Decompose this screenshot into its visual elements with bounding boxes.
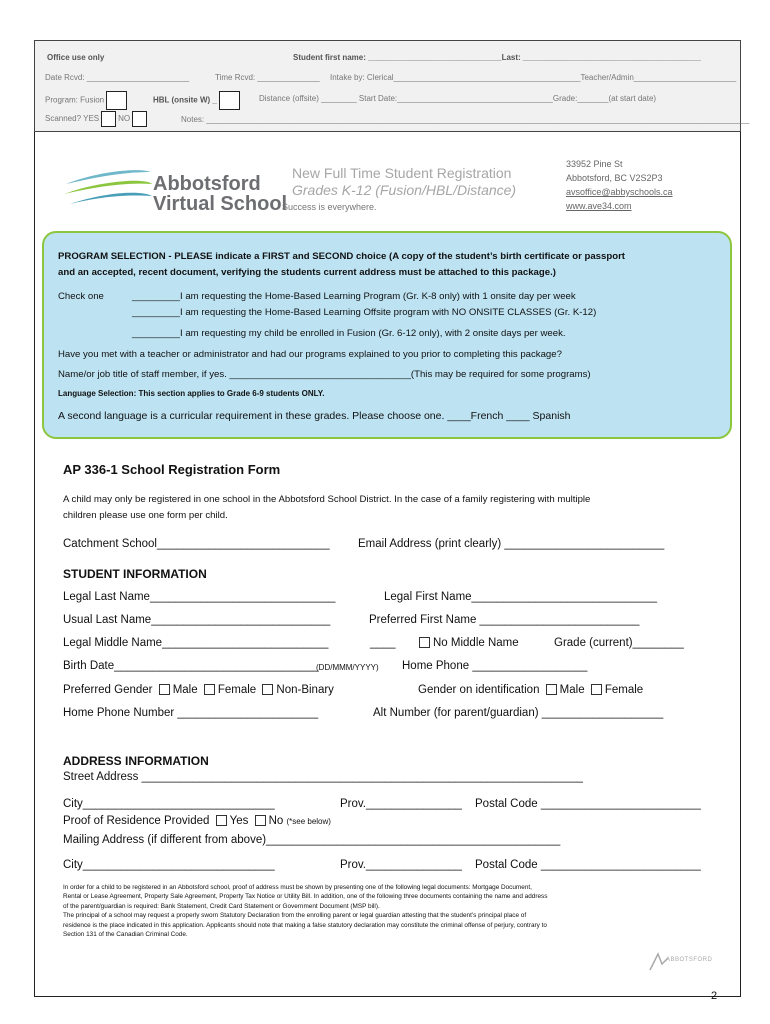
date-rcvd-field[interactable]: Date Rcvd: _______________________ [45, 73, 190, 82]
check-one-label: Check one [58, 291, 104, 302]
id-gender-group: Gender on identification Male Female [418, 684, 644, 696]
legal-first-name-field[interactable]: Legal First Name_____________________________ [384, 591, 658, 603]
scanned-no-checkbox[interactable] [132, 111, 147, 127]
office-heading: Office use only [47, 53, 105, 62]
home-phone-field[interactable]: Home Phone __________________ [402, 660, 588, 672]
notes-field[interactable]: Notes: __________________________________________________________________________________________________________________________ [181, 115, 750, 124]
home-phone-number-field[interactable]: Home Phone Number ______________________ [63, 707, 319, 719]
mailing-address-field[interactable]: Mailing Address (if different from above)______________________________________________ [63, 834, 561, 846]
prov-field[interactable]: Prov._______________ [340, 798, 462, 810]
catchment-field[interactable]: Catchment School___________________________ [63, 538, 330, 550]
city-field[interactable]: City______________________________ [63, 798, 275, 810]
id-gender-male-checkbox[interactable] [546, 684, 557, 695]
pref-gender-male-checkbox[interactable] [159, 684, 170, 695]
no-middle-name-checkbox[interactable] [419, 637, 430, 648]
preferred-first-name-field[interactable]: Preferred First Name _________________________ [369, 614, 640, 626]
preferred-gender-group: Preferred Gender Male Female Non-Binary [63, 684, 334, 696]
proof-of-residence-group: Proof of Residence Provided Yes No (*see below) [63, 815, 331, 827]
scanned-field[interactable]: Scanned? YES NO [45, 111, 149, 127]
student-first-name-field[interactable]: Student first name: ______________________________Last: ________________________________________ [293, 53, 701, 62]
program-hbl-field[interactable]: HBL (onsite W) _ [153, 91, 242, 110]
postal-code-field[interactable]: Postal Code _________________________ [475, 798, 701, 810]
id-gender-female-checkbox[interactable] [591, 684, 602, 695]
school-logo-text: Abbotsford Virtual School [153, 173, 288, 215]
legal-last-name-field[interactable]: Legal Last Name_____________________________ [63, 591, 336, 603]
fusion-checkbox[interactable] [106, 91, 127, 110]
street-address-field[interactable]: Street Address _____________________________________________________________________ [63, 771, 583, 783]
pref-gender-female-checkbox[interactable] [204, 684, 215, 695]
mailing-prov-field[interactable]: Prov._______________ [340, 859, 462, 871]
no-middle-name-option[interactable]: No Middle Name [416, 637, 519, 649]
intro-line-2: children please use one form per child. [63, 510, 228, 521]
program-option-hbl[interactable]: _________I am requesting the Home-Based Learning Program (Gr. K-8 only) with 1 onsite day per week [132, 291, 576, 302]
email-link[interactable]: avsoffice@abbyschools.ca [566, 187, 673, 197]
proof-of-address-fine-print: In order for a child to be registered in an Abbotsford school, proof of address must be shown by presenting one of the following legal documents: Mortgage Document, Rental or Lease Agreement, Property Sale Agreement, Property Tax Notice or Utility Bill. In addition, one of the following three documents containing the name and address of the parent/guardian is required: Bank Statement, Credit Card Statement or Government Document (MSP bill). The principal of a school may request a properly sworn Statutory Declaration from the enrolling parent or legal guardian attesting that the student’s principal place of residence is the place indicated in this application. Applicants should note that making a false statutory declaration may constitute the criminal offense of perjury, contrary to Section 131 of the Canadian Criminal Code. [63, 884, 548, 939]
intake-field[interactable]: Intake by: Clerical__________________________________________Teacher/Admin_______________________ [330, 73, 737, 82]
proof-yes-checkbox[interactable] [216, 815, 227, 826]
proof-no-checkbox[interactable] [255, 815, 266, 826]
language-heading: Language Selection: This section applies to Grade 6-9 students ONLY. [58, 389, 325, 398]
middle-name-extra[interactable]: ____ [370, 637, 396, 649]
grade-current-field[interactable]: Grade (current)________ [554, 637, 684, 649]
mailing-postal-code-field[interactable]: Postal Code _________________________ [475, 859, 701, 871]
program-option-offsite[interactable]: _________I am requesting the Home-Based Learning Offsite program with NO ONSITE CLASSES (Gr. K-12) [132, 307, 597, 318]
program-fusion-field[interactable]: Program: Fusion [45, 91, 129, 110]
program-title-1: PROGRAM SELECTION - PLEASE indicate a FIRST and SECOND choice (A copy of the student’s birth certificate or passport [58, 251, 625, 262]
met-question: Have you met with a teacher or administrator and had our programs explained to you prior to completing this package? [58, 349, 562, 360]
program-selection-panel [42, 231, 732, 439]
page-number: 2 [711, 990, 718, 1002]
tagline: Success is everywhere. [282, 202, 377, 212]
mailing-city-field[interactable]: City______________________________ [63, 859, 275, 871]
registration-title: New Full Time Student Registration Grades K-12 (Fusion/HBL/Distance) [292, 165, 517, 198]
distance-field[interactable]: Distance (offsite) ________ Start Date:___________________________________Grade:_______(at start date) [259, 94, 657, 103]
time-rcvd-field[interactable]: Time Rcvd: ______________ [215, 73, 320, 82]
pref-gender-nonbinary-checkbox[interactable] [262, 684, 273, 695]
scanned-yes-checkbox[interactable] [101, 111, 116, 127]
date-format-hint: (DD/MMM/YYYY) [316, 663, 379, 672]
hbl-checkbox[interactable] [219, 91, 240, 110]
program-title-2: and an accepted, recent document, verifying the students current address must be attached to this package.) [58, 267, 556, 278]
office-use-panel [34, 40, 750, 132]
legal-middle-name-field[interactable]: Legal Middle Name__________________________ [63, 637, 329, 649]
form-title: AP 336-1 School Registration Form [63, 462, 281, 477]
student-info-heading: STUDENT INFORMATION [63, 567, 207, 581]
program-option-fusion[interactable]: _________I am requesting my child be enrolled in Fusion (Gr. 6-12 only), with 2 onsite days per week. [132, 328, 566, 339]
footer-logo: ABBOTSFORD [648, 952, 718, 972]
email-field[interactable]: Email Address (print clearly) _________________________ [358, 538, 665, 550]
usual-last-name-field[interactable]: Usual Last Name____________________________ [63, 614, 331, 626]
address-info-heading: ADDRESS INFORMATION [63, 754, 209, 768]
language-selection-field[interactable]: A second language is a curricular requirement in these grades. Please choose one. ____French ____ Spanish [58, 410, 571, 422]
birth-date-field[interactable]: Birth Date________________________________ [63, 660, 319, 672]
school-address: 33952 Pine St Abbotsford, BC V2S2P3 avsoffice@abbyschools.ca www.ave34.com [566, 159, 673, 211]
website-link[interactable]: www.ave34.com [566, 201, 632, 211]
staff-name-field[interactable]: Name/or job title of staff member, if yes. __________________________________(This may be required for some programs) [58, 369, 591, 380]
intro-line-1: A child may only be registered in one school in the Abbotsford School District. In the case of a family registering with multiple [63, 494, 591, 505]
alt-number-field[interactable]: Alt Number (for parent/guardian) ___________________ [373, 707, 664, 719]
